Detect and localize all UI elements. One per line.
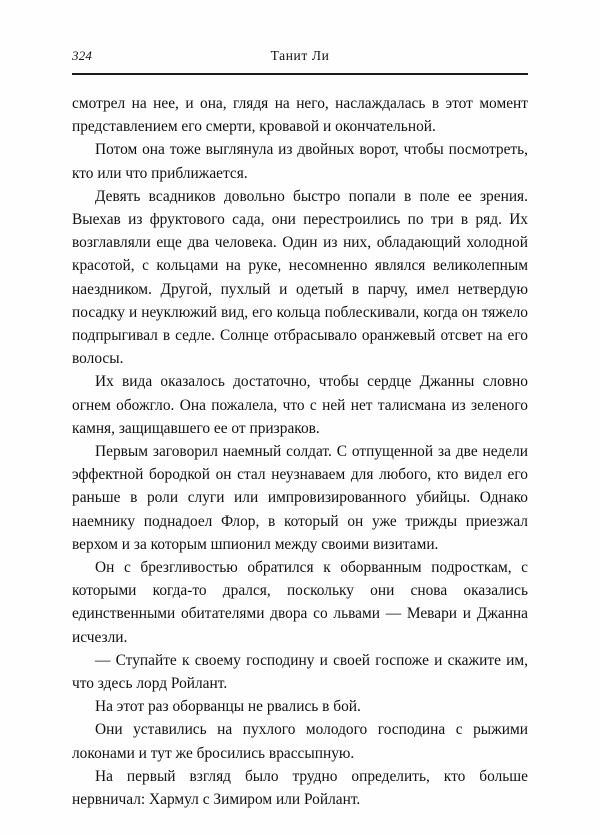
paragraph: Первым заговорил наемный солдат. С отпущенной за две недели эффектной бородкой он стал неузнаваем для любого, кто видел его раньше в роли слуги или импровизированного убийцы. Однако наемнику поднадоел Флор, в который он уже трижды приезжал верхом и за которым шпионил между своими визитами. <box>72 443 528 553</box>
paragraph: Девять всадников довольно быстро попали в поле ее зрения. Выехав из фруктового сада, они перестроились по три в ряд. Их возглавляли еще два человека. Один из них, обладающий холодной красотой, с кольцами на руке, несомненно являлся великолепным наездником. Другой, пухлый и одетый в парчу, имел нетвердую посадку и неуклюжий вид, его кольца поблескивали, когда он тяжело подпрыгивал в седле. Солнце отбрасывало оранжевый отсвет на его волосы. <box>72 187 528 368</box>
paragraph: Потом она тоже выглянула из двойных ворот, чтобы посмотреть, кто или что приближается. <box>72 141 528 182</box>
paragraph: — Ступайте к своему господину и своей госпоже и скажите им, что здесь лорд Ройлант. <box>72 651 528 693</box>
paragraph: Они уставились на пухлого молодого господина с рыжими локонами и тут же бросились врассыпную. <box>72 721 528 762</box>
page-header <box>72 48 528 70</box>
body-text <box>72 92 528 811</box>
paragraph: смотрел на нее, и она, глядя на него, наслаждалась в этот момент представлением его смерти, кровавой и окончательной. <box>72 95 528 136</box>
page-number: 324 <box>72 48 93 63</box>
paragraph: На первый взгляд было трудно определить, кто больше нервничал: Хармул с Зимиром или Ройлант. <box>72 767 528 809</box>
paragraph: Он с брезгливостью обратился к оборванным подросткам, с которыми когда-то дрался, поскольку они снова оказались единственными обитателями двора со львами — Мевари и Джанна исчезли. <box>72 559 528 646</box>
paragraph: Их вида оказалось достаточно, чтобы сердце Джанны словно огнем обожгло. Она пожалела, что с ней нет талисмана из зеленого камня, защищавшего ее от призраков. <box>72 373 528 437</box>
header-rule <box>72 73 528 75</box>
paragraph: На этот раз оборванцы не рвались в бой. <box>95 698 361 716</box>
running-title: Танит Ли <box>270 48 330 63</box>
